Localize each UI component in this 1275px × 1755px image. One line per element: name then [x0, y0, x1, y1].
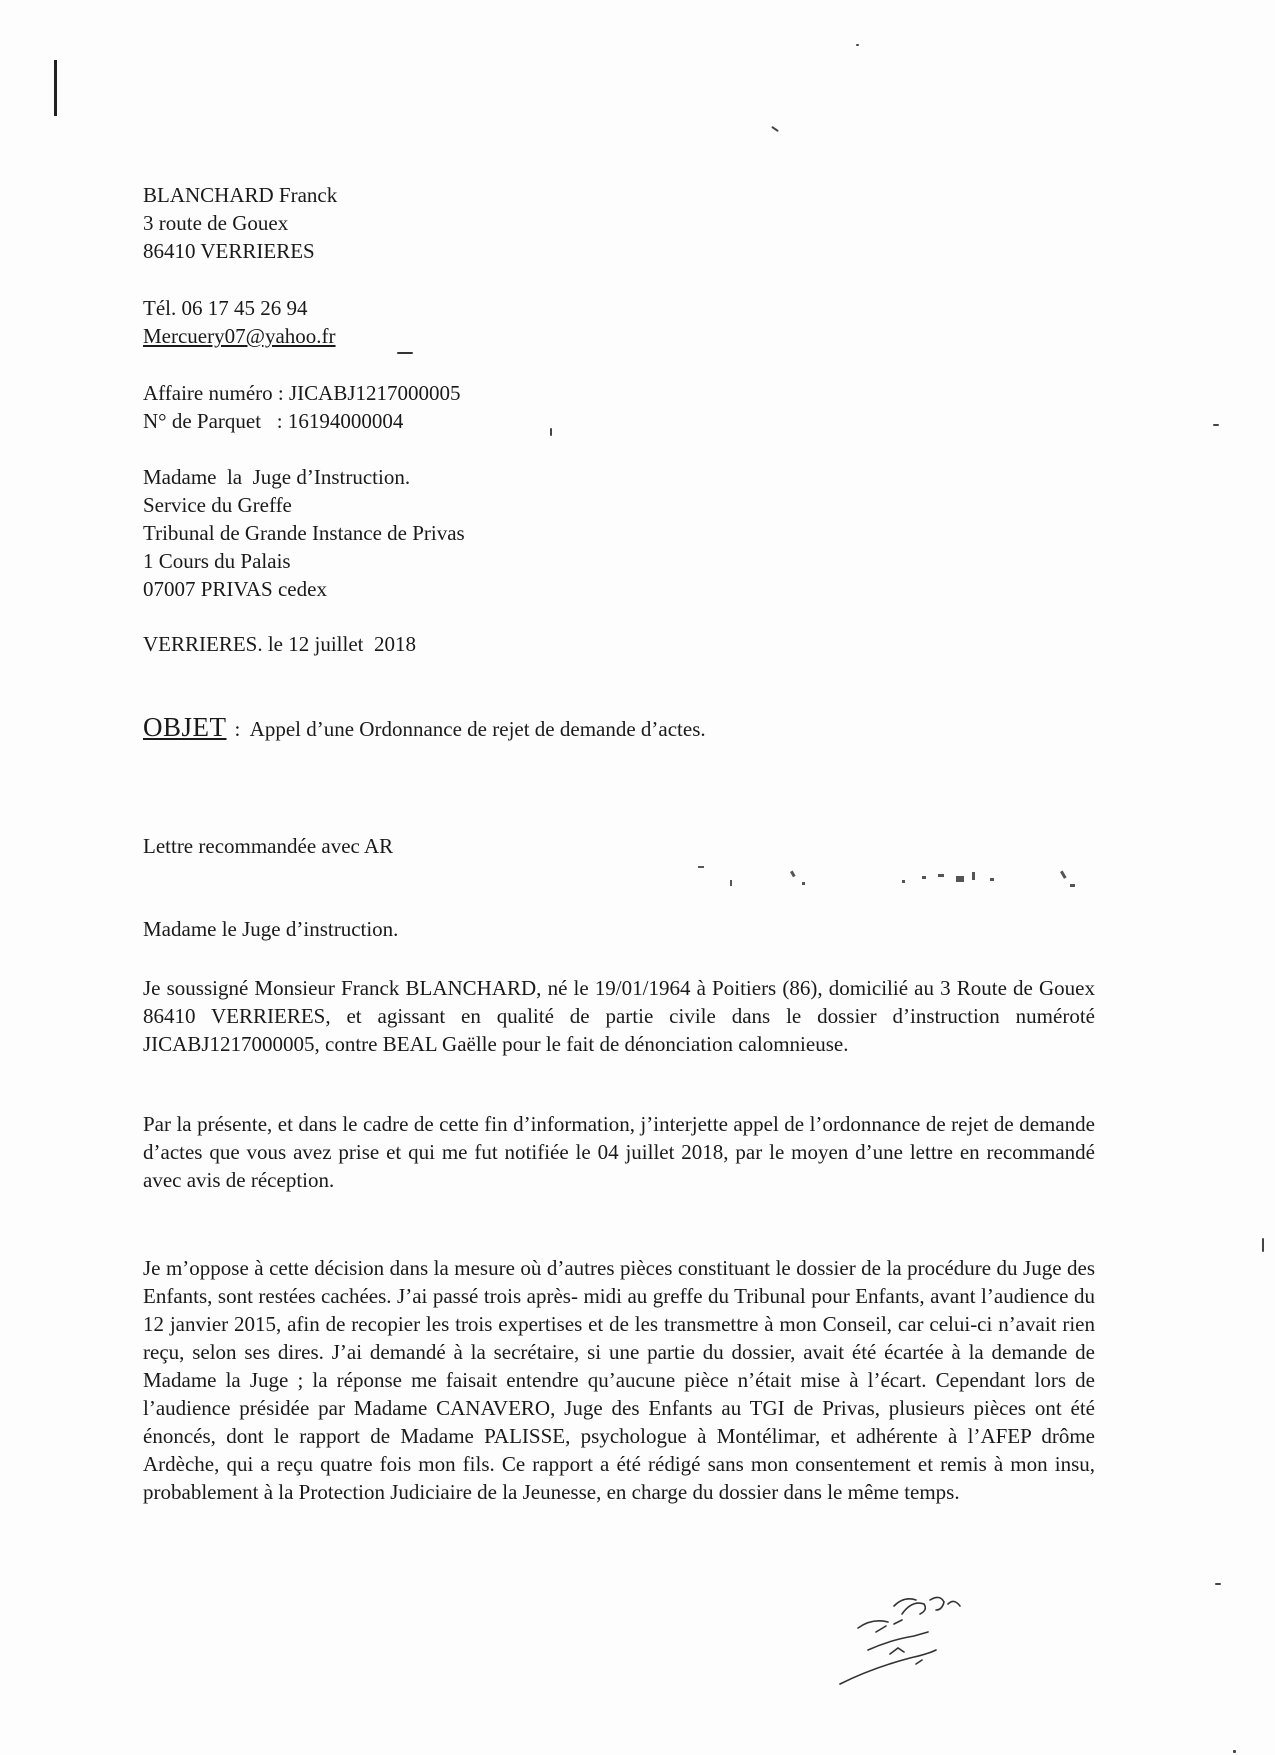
objet-label: OBJET — [143, 712, 227, 742]
case-references — [143, 379, 461, 435]
scan-speck — [550, 428, 552, 436]
scan-speck — [1233, 1750, 1236, 1753]
objet-text: : Appel d’une Ordonnance de rejet de demande d’actes. — [234, 717, 706, 741]
recipient-court: Tribunal de Grande Instance de Privas — [143, 521, 465, 545]
sender-phone: Tél. 06 17 45 26 94 — [143, 296, 308, 320]
recipient-city: 07007 PRIVAS cedex — [143, 577, 327, 601]
recipient-street: 1 Cours du Palais — [143, 549, 291, 573]
objet-line — [143, 713, 706, 743]
paragraph-2: Par la présente, et dans le cadre de cette fin d’information, j’interjette appel de l’ordonnance de rejet de demande d’actes que vous avez prise et qui me fut notifiée le 04 juillet 2018, par le moyen d’une lettre en recommandé avec avis de réception. — [143, 1112, 1095, 1192]
sender-city: 86410 VERRIERES — [143, 239, 315, 263]
salutation: Madame le Juge d’instruction. — [143, 917, 399, 941]
scan-speck — [1262, 1238, 1264, 1252]
case-parquet-number: N° de Parquet : 16194000004 — [143, 409, 404, 433]
scan-speck — [1213, 424, 1219, 426]
scan-speck — [856, 44, 859, 46]
sender-street: 3 route de Gouex — [143, 211, 289, 235]
sender-name: BLANCHARD Franck — [143, 183, 338, 207]
date-block — [143, 630, 416, 658]
sender-contact — [143, 294, 336, 350]
scan-speck — [1215, 1583, 1221, 1585]
paragraph-1: Je soussigné Monsieur Franck BLANCHARD, né le 19/01/1964 à Poitiers (86), domicilié au 3 Route de Gouex 86410 VERRIERES, et agissant en qualité de partie civile dans le dossier d’instruction numéroté JICABJ1217000005, contre BEAL Gaëlle pour le fait de dénonciation calomnieuse. — [143, 976, 1095, 1056]
case-affaire-number: Affaire numéro : JICABJ1217000005 — [143, 381, 461, 405]
recipient-service: Service du Greffe — [143, 493, 292, 517]
date-line: VERRIERES. le 12 juillet 2018 — [143, 632, 416, 656]
sender-email-link[interactable]: Mercuery07@yahoo.fr — [143, 324, 336, 348]
delivery-mode: Lettre recommandée avec AR — [143, 834, 394, 858]
scan-speck — [397, 352, 413, 354]
scan-noise — [690, 858, 1100, 908]
recipient-title: Madame la Juge d’Instruction. — [143, 465, 411, 489]
margin-mark — [54, 60, 57, 116]
scan-speck — [771, 126, 779, 132]
delivery-block — [143, 832, 393, 860]
paragraph-3: Je m’oppose à cette décision dans la mesure où d’autres pièces constituant le dossier de la procédure du Juge des Enfants, sont restées cachées. J’ai passé trois après- midi au greffe du Tribunal pour Enfants, avant l’audience du 12 janvier 2015, afin de recopier les trois expertises et de les transmettre à mon Conseil, car celui-ci n’avait rien reçu, selon ses dires. J’ai demandé à la secrétaire, si une partie du dossier, avait été écartée à la demande de Madame la Juge ; la réponse me faisait entendre qu’aucune pièce n’était mise à l’écart. Cependant lors de l’audience présidée par Madame CANAVERO, Juge des Enfants au TGI de Privas, plusieurs pièces ont été énoncés, dont le rapport de Madame PALISSE, psychologue à Montélimar, et adhérente à l’AFEP drôme Ardèche, qui a reçu quatre fois mon fils. Ce rapport a été rédigé sans mon consentement et remis à mon insu, probablement à la Protection Judiciaire de la Jeunesse, en charge du dossier dans le même temps. — [143, 1256, 1095, 1504]
handwritten-signature — [832, 1580, 1032, 1690]
sender-block — [143, 181, 337, 265]
salutation-block — [143, 915, 398, 943]
recipient-block — [143, 463, 465, 603]
